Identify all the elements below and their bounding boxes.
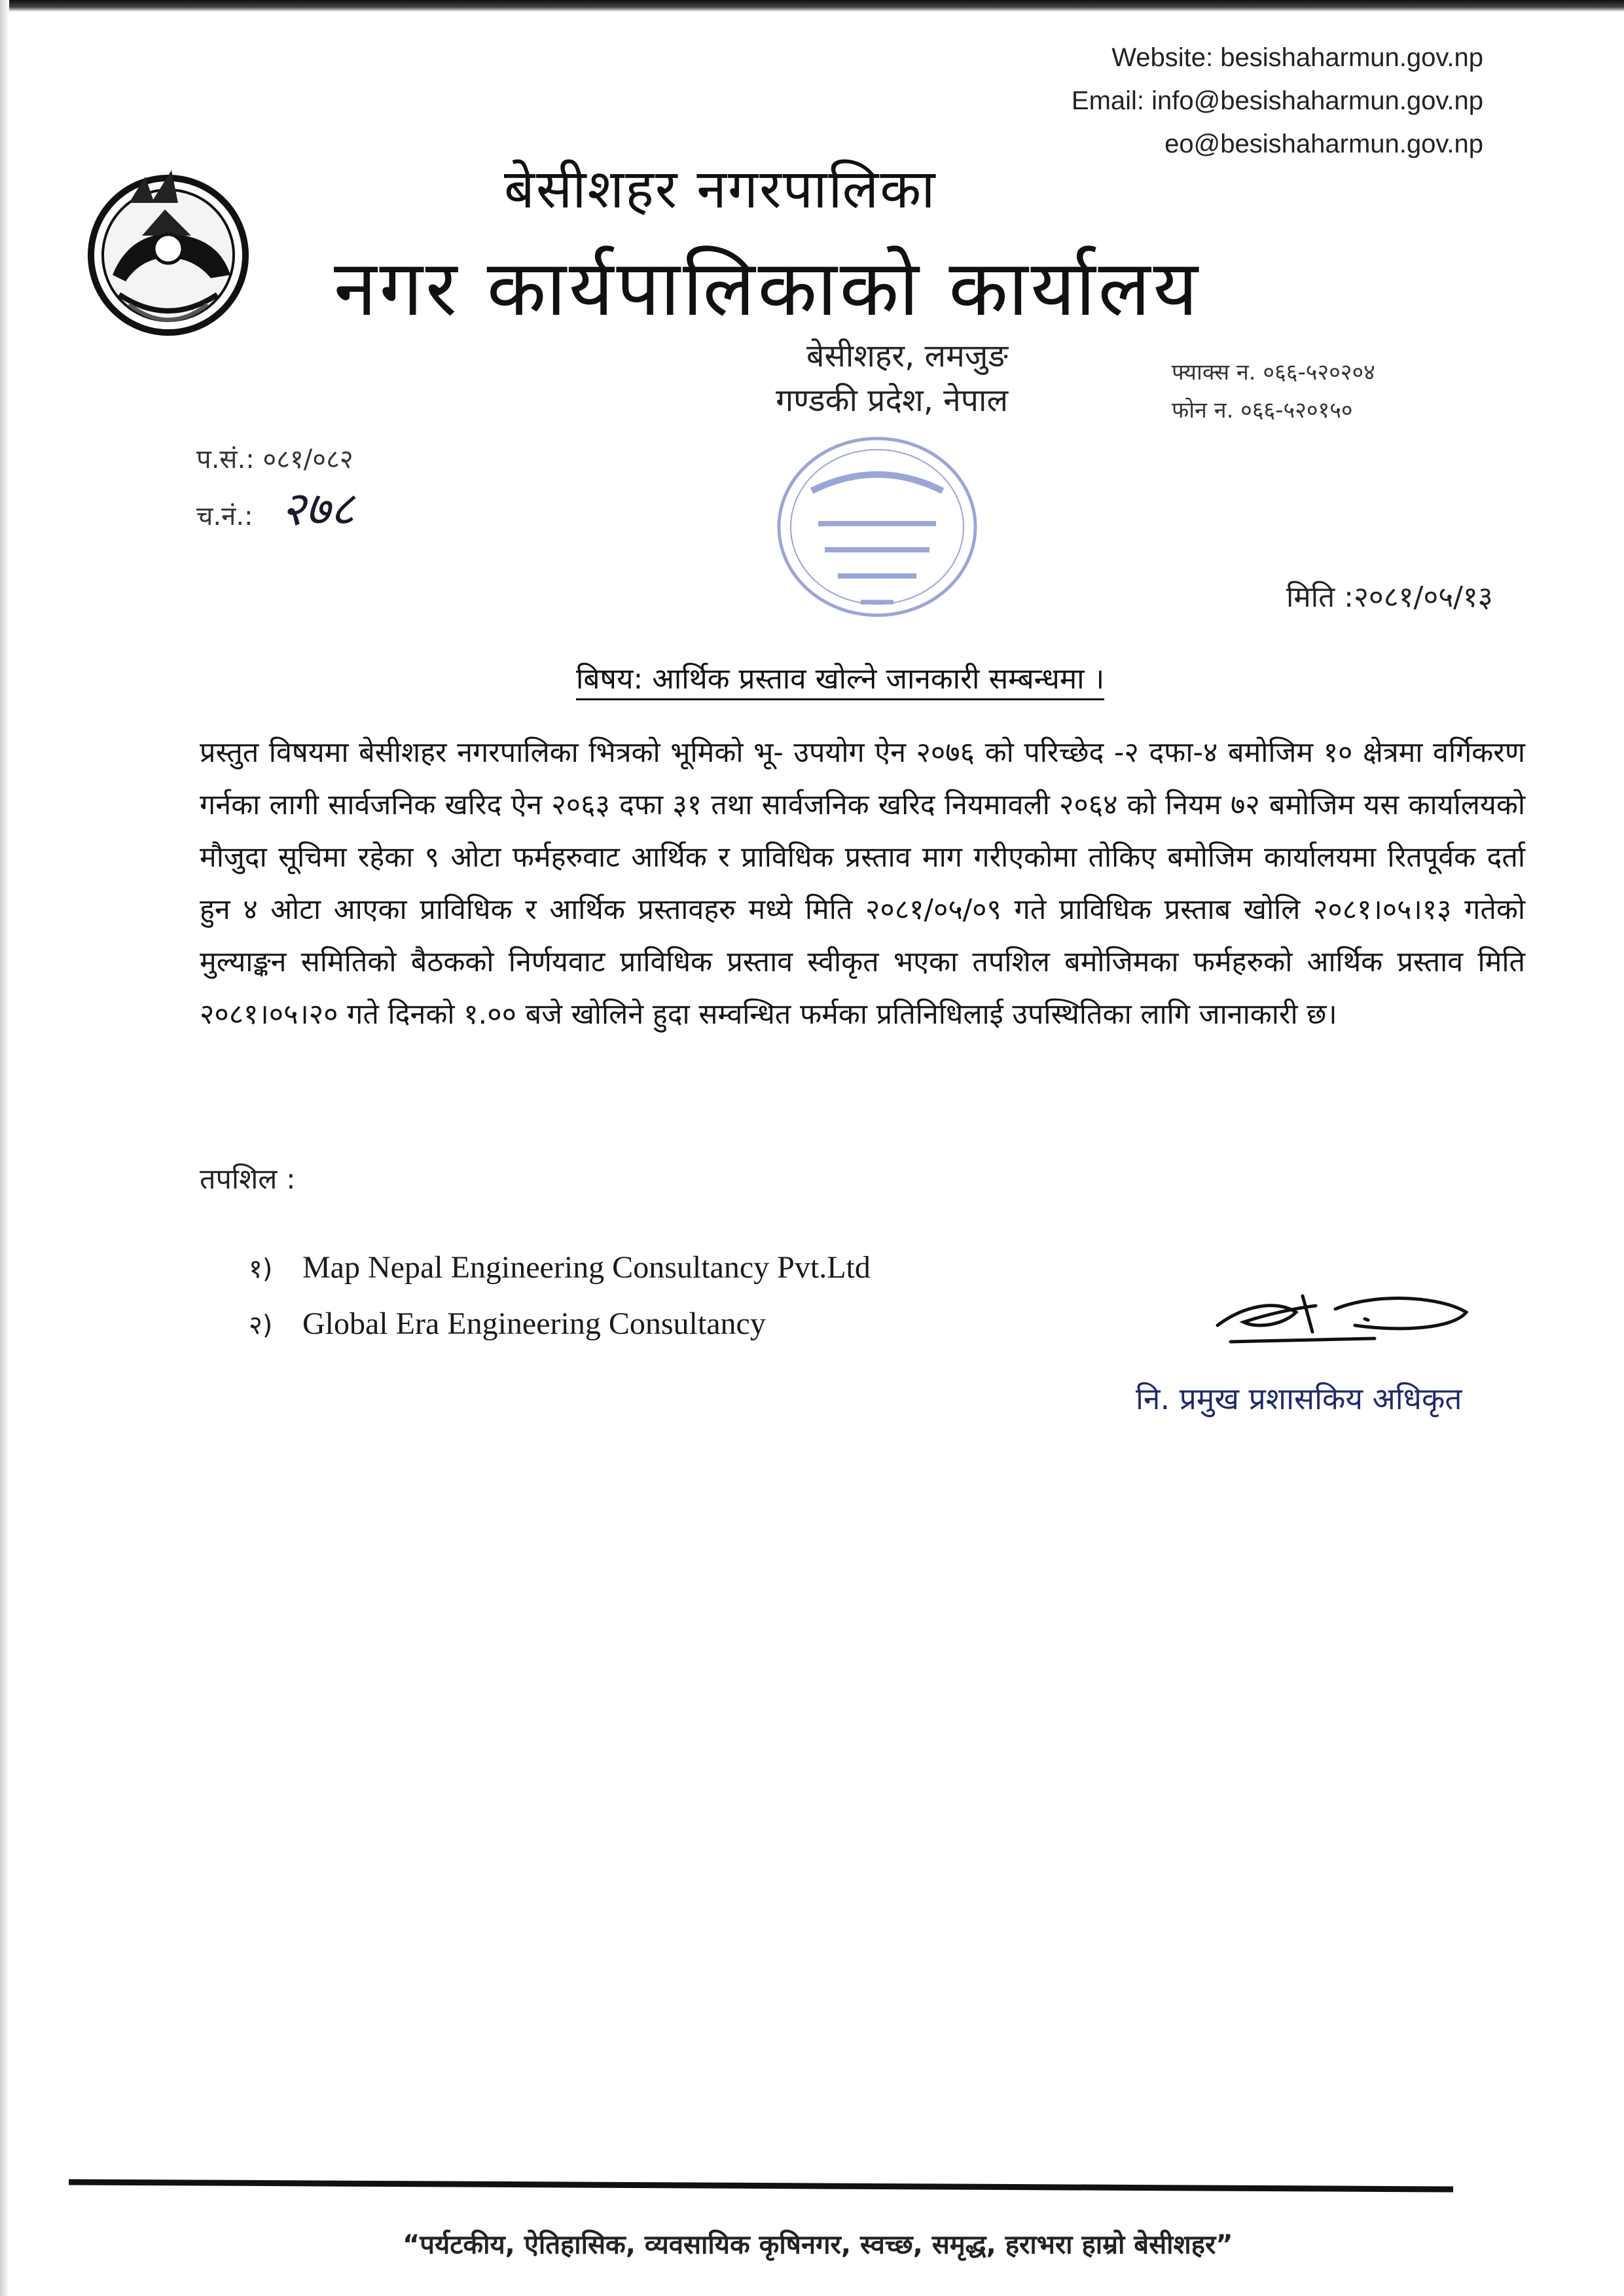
address-line-1: बेसीशहर, लमजुङ	[806, 338, 1008, 374]
letter-body: प्रस्तुत विषयमा बेसीशहर नगरपालिका भित्रको भूमिको भू- उपयोग ऐन २०७६ को परिच्छेद -२ दफा-४ बमोजिम १० क्षेत्रमा वर्गिकरण गर्नका लागी सार्वजनिक खरिद ऐन २०६३ दफा ३१ तथा सार्वजनिक खरिद नियमावली २०६४ को नियम ७२ बमोजिम यस कार्यालयको मौजुदा सूचिमा रहेका ९ ओटा फर्महरुवाट आर्थिक र प्राविधिक प्रस्ताव माग गरीएकोमा तोकिए बमोजिम कार्यालयमा रितपूर्वक दर्ता हुन ४ ओटा आएका प्राविधिक र आर्थिक प्रस्तावहरु मध्ये मिति २०८१/०५/०९ गते प्राविधिक प्रस्ताब खोलि २०८१।०५।१३ गतेको मुल्याङ्कन समितिको बैठकको निर्णयवाट प्राविधिक प्रस्ताव स्वीकृत भएका तपशिल बमोजिमका फर्महरुको आर्थिक प्रस्ताव मिति २०८१।०५।२० गते दिनको १.०० बजे खोलिने हुदा सम्वन्धित फर्मका प्रतिनिधिलाई उपस्थितिका लागि जानाकारी छ।	[200, 736, 1525, 1031]
letter-number: ०८१/०८२	[262, 444, 353, 475]
office-address	[713, 334, 1008, 423]
signatory-title: नि. प्रमुख प्रशासकिय अधिकृत	[1136, 1381, 1462, 1416]
firm-number: २)	[249, 1310, 273, 1340]
contact-block	[1072, 36, 1483, 166]
fax-number: फ्याक्स न. ०६६-५२०२०४	[1172, 359, 1375, 386]
list-item	[249, 1240, 871, 1297]
organization-name: बेसीशहर नगरपालिका	[504, 158, 937, 221]
details-label: तपशिल :	[200, 1163, 296, 1196]
firm-list	[249, 1240, 871, 1353]
office-stamp-icon	[740, 419, 1015, 628]
nepal-emblem-icon	[80, 164, 257, 340]
phone-block	[1172, 353, 1375, 429]
firm-name: Global Era Engineering Consultancy	[302, 1306, 766, 1341]
letter-date: मिति :२०८१/०५/१३	[1286, 581, 1493, 614]
phone-number: फोन न. ०६६-५२०१५०	[1172, 397, 1353, 423]
dispatch-number-row	[196, 481, 355, 541]
letter-number-label: प.सं.:	[196, 444, 255, 475]
firm-name: Map Nepal Engineering Consultancy Pvt.Ltd	[302, 1250, 871, 1285]
signature-icon	[1204, 1280, 1479, 1352]
email2-text: eo@besishaharmun.gov.np	[1164, 130, 1483, 158]
website-text: Website: besishaharmun.gov.np	[1111, 43, 1483, 72]
dispatch-number: २७८	[281, 481, 355, 536]
office-name: नगर कार्यपालिकाको कार्यालय	[334, 243, 1200, 333]
letter-subject: बिषय: आर्थिक प्रस्ताव खोल्ने जानकारी सम्बन्धमा ।	[576, 658, 1104, 700]
list-item	[249, 1297, 871, 1353]
dispatch-number-label: च.नं.:	[196, 501, 253, 531]
footer-motto: “पर्यटकीय, ऐतिहासिक, व्यवसायिक कृषिनगर, स्वच्छ, समृद्ध, हराभरा हाम्रो बेसीशहर”	[403, 2230, 1233, 2260]
address-line-2: गण्डकी प्रदेश, नेपाल	[776, 382, 1008, 419]
firm-number: १)	[249, 1254, 273, 1284]
footer-divider	[69, 2179, 1453, 2192]
email-text: Email: info@besishaharmun.gov.np	[1071, 86, 1483, 115]
reference-block	[196, 435, 355, 541]
letter-number-row	[196, 435, 355, 484]
scan-left-edge	[0, 0, 9, 2296]
scan-top-edge	[0, 0, 1624, 12]
